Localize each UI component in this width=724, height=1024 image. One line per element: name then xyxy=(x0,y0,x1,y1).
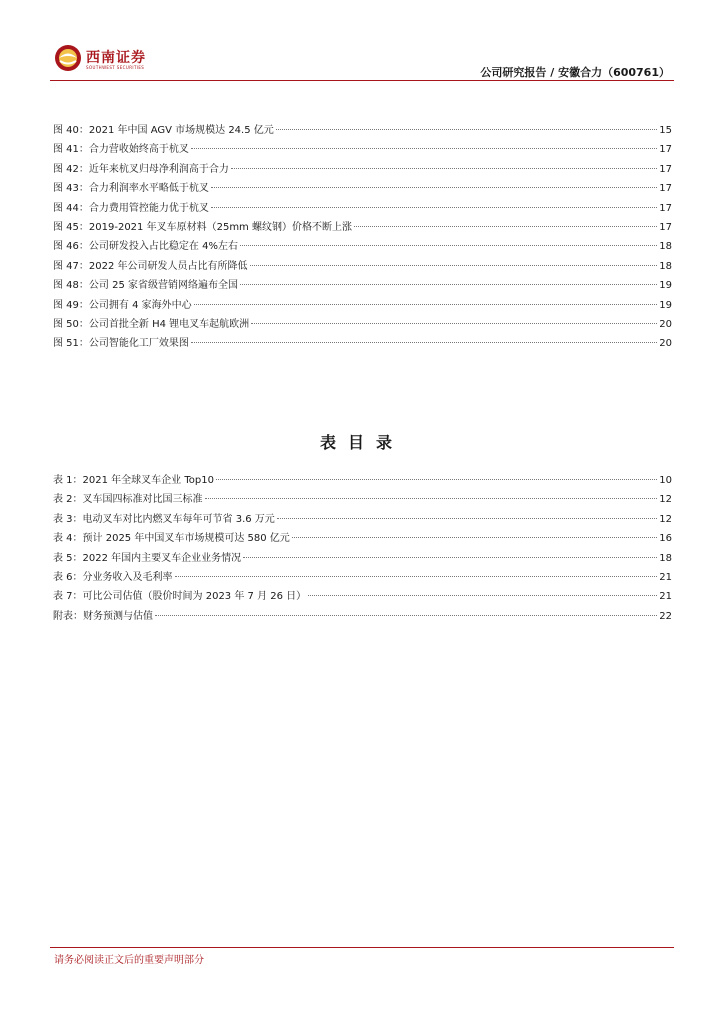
table-toc-row[interactable] xyxy=(53,568,672,587)
toc-page-number[interactable]: 19 xyxy=(659,280,672,292)
toc-page-number[interactable]: 19 xyxy=(659,299,672,311)
figure-toc-row[interactable] xyxy=(53,257,672,276)
figure-toc-row[interactable] xyxy=(53,218,672,237)
page-header xyxy=(0,0,724,82)
table-toc-row[interactable] xyxy=(53,490,672,509)
tables-section-title: 表目录 xyxy=(319,433,404,452)
dot-leader xyxy=(175,576,658,577)
dot-leader xyxy=(191,342,657,343)
toc-entry-label[interactable]: 图 51：公司智能化工厂效果图 xyxy=(53,338,189,350)
figure-toc-row[interactable] xyxy=(53,160,672,179)
toc-entry-label[interactable]: 表 3：电动叉车对比内燃叉车每年可节省 3.6 万元 xyxy=(53,513,275,525)
dot-leader xyxy=(277,518,657,519)
figure-toc-row[interactable] xyxy=(53,121,672,140)
toc-page-number[interactable]: 12 xyxy=(659,494,672,506)
toc-page-number[interactable]: 15 xyxy=(659,125,672,136)
dot-leader xyxy=(231,168,657,169)
toc-page-number[interactable]: 20 xyxy=(659,338,672,350)
report-title: 公司研究报告 / 安徽合力（600761） xyxy=(480,66,670,79)
toc-page-number[interactable]: 21 xyxy=(659,591,672,603)
toc-page-number[interactable]: 22 xyxy=(659,610,672,622)
dot-leader xyxy=(194,304,658,305)
table-toc-row[interactable] xyxy=(53,587,672,606)
toc-entry-label[interactable]: 表 1：2021 年全球叉车企业 Top10 xyxy=(53,475,214,486)
toc-entry-label[interactable]: 表 2：叉车国四标准对比国三标准 xyxy=(53,494,203,506)
dot-leader xyxy=(216,479,657,480)
logo-icon xyxy=(54,44,82,72)
figure-toc-row[interactable] xyxy=(53,334,672,353)
figure-toc-row[interactable] xyxy=(53,199,672,218)
toc-entry-label[interactable]: 图 45：2019-2021 年叉车原材料（25mm 螺纹钢）价格不断上涨 xyxy=(53,221,352,233)
dot-leader xyxy=(211,187,657,188)
tables-toc xyxy=(53,471,672,626)
dot-leader xyxy=(240,284,657,285)
dot-leader xyxy=(205,498,658,499)
footer-disclaimer: 请务必阅读正文后的重要声明部分 xyxy=(54,955,204,966)
toc-page-number[interactable]: 21 xyxy=(659,571,672,583)
figure-toc-row[interactable] xyxy=(53,315,672,334)
toc-page-number[interactable]: 17 xyxy=(659,144,672,156)
figures-toc xyxy=(53,121,672,354)
dot-leader xyxy=(308,595,657,596)
dot-leader xyxy=(276,129,657,130)
figure-toc-row[interactable] xyxy=(53,276,672,295)
header-divider xyxy=(50,80,674,81)
toc-page-number[interactable]: 18 xyxy=(659,241,672,253)
table-toc-row[interactable] xyxy=(53,529,672,548)
logo-subtext: SOUTHWEST SECURITIES xyxy=(86,65,145,70)
toc-page-number[interactable]: 16 xyxy=(659,533,672,545)
toc-entry-label[interactable]: 图 42：近年来杭叉归母净利润高于合力 xyxy=(53,163,229,175)
dot-leader xyxy=(292,537,657,538)
toc-page-number[interactable]: 17 xyxy=(659,183,672,195)
dot-leader xyxy=(250,265,658,266)
figure-toc-row[interactable] xyxy=(53,296,672,315)
dot-leader xyxy=(251,323,657,324)
toc-entry-label[interactable]: 图 41：合力营收始终高于杭叉 xyxy=(53,144,189,156)
toc-page-number[interactable]: 18 xyxy=(659,260,672,272)
toc-page-number[interactable]: 10 xyxy=(659,475,672,486)
table-toc-row[interactable] xyxy=(53,607,672,626)
toc-page-number[interactable]: 12 xyxy=(659,513,672,525)
toc-entry-label[interactable]: 表 4：预计 2025 年中国叉车市场规模可达 580 亿元 xyxy=(53,533,290,545)
logo-wordmark: 西南证券 xyxy=(86,50,146,66)
toc-entry-label[interactable]: 图 47：2022 年公司研发人员占比有所降低 xyxy=(53,260,248,272)
toc-page-number[interactable]: 17 xyxy=(659,202,672,214)
toc-entry-label[interactable]: 附表：财务预测与估值 xyxy=(53,610,153,622)
toc-entry-label[interactable]: 表 6：分业务收入及毛利率 xyxy=(53,571,173,583)
toc-entry-label[interactable]: 表 5：2022 年国内主要叉车企业业务情况 xyxy=(53,552,242,564)
toc-page-number[interactable]: 17 xyxy=(659,163,672,175)
toc-entry-label[interactable]: 图 49：公司拥有 4 家海外中心 xyxy=(53,299,192,311)
toc-entry-label[interactable]: 图 43：合力利润率水平略低于杭叉 xyxy=(53,183,209,195)
toc-page-number[interactable]: 18 xyxy=(659,552,672,564)
toc-entry-label[interactable]: 图 46：公司研发投入占比稳定在 4%左右 xyxy=(53,241,238,253)
figure-toc-row[interactable] xyxy=(53,140,672,159)
dot-leader xyxy=(240,245,657,246)
toc-page-number[interactable]: 17 xyxy=(659,221,672,233)
table-toc-row[interactable] xyxy=(53,510,672,529)
toc-page-number[interactable]: 20 xyxy=(659,318,672,330)
toc-entry-label[interactable]: 表 7：可比公司估值（股价时间为 2023 年 7 月 26 日） xyxy=(53,591,307,603)
figure-toc-row[interactable] xyxy=(53,179,672,198)
toc-entry-label[interactable]: 图 50：公司首批全新 H4 锂电叉车起航欧洲 xyxy=(53,318,250,330)
dot-leader xyxy=(155,615,657,616)
toc-entry-label[interactable]: 图 48：公司 25 家省级营销网络遍布全国 xyxy=(53,280,238,292)
dot-leader xyxy=(191,148,657,149)
footer-divider xyxy=(50,947,674,948)
toc-entry-label[interactable]: 图 40：2021 年中国 AGV 市场规模达 24.5 亿元 xyxy=(53,125,274,136)
table-toc-row[interactable] xyxy=(53,549,672,568)
toc-entry-label[interactable]: 图 44：合力费用管控能力优于杭叉 xyxy=(53,202,209,214)
dot-leader xyxy=(211,207,657,208)
figure-toc-row[interactable] xyxy=(53,237,672,256)
table-toc-row[interactable] xyxy=(53,471,672,490)
dot-leader xyxy=(243,557,657,558)
company-logo xyxy=(54,44,214,74)
dot-leader xyxy=(354,226,657,227)
